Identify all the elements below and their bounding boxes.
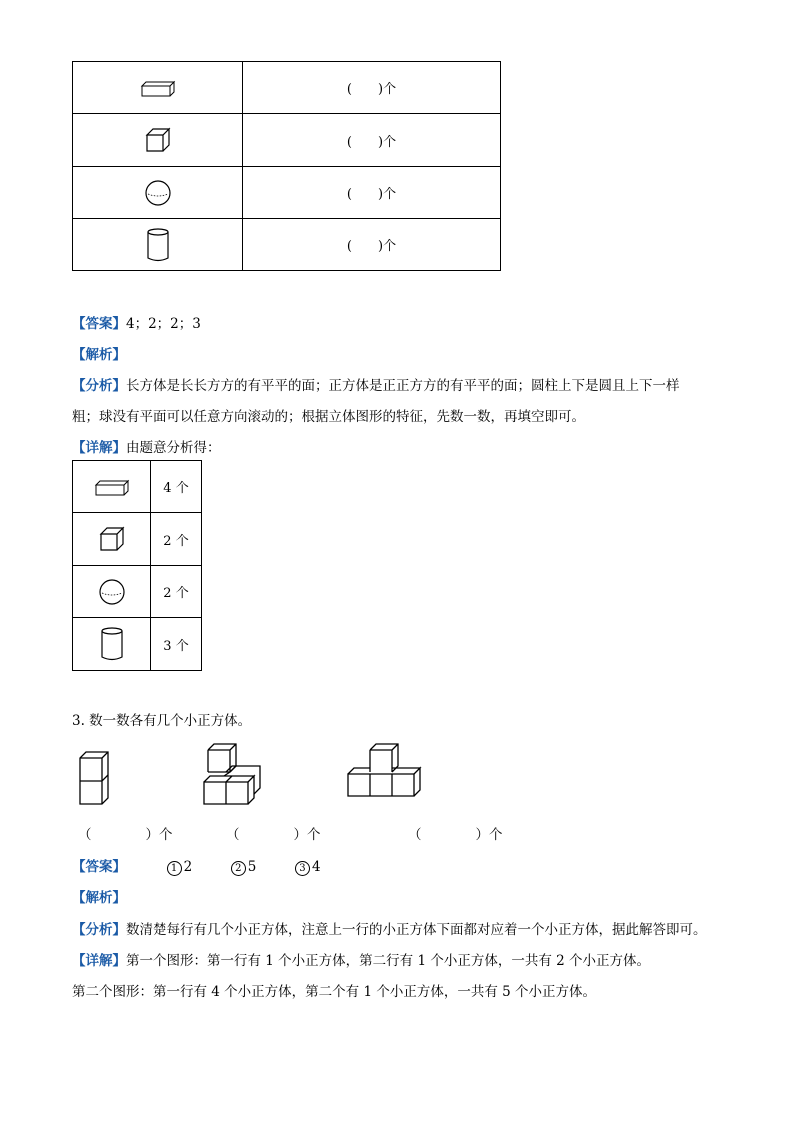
count-value: 2 个 bbox=[163, 533, 189, 549]
count-cell bbox=[151, 461, 202, 513]
shape-cell bbox=[73, 618, 151, 671]
cuboid-icon bbox=[92, 477, 132, 497]
fenxi-text-1: 长方体是长长方方的有平平的面；正方体是正正方方的有平平的面；圆柱上下是圆且上下一样 bbox=[126, 378, 680, 394]
q3-analysis-heading bbox=[72, 886, 126, 906]
question-3-title bbox=[72, 709, 251, 729]
count-cell bbox=[151, 618, 202, 671]
count-value: 4 个 bbox=[163, 481, 189, 496]
shape-cell bbox=[73, 566, 151, 618]
question-table bbox=[72, 61, 501, 271]
q3-fenxi-line bbox=[72, 918, 707, 938]
cylinder-icon bbox=[145, 227, 171, 263]
shape-cell bbox=[73, 62, 243, 114]
answer-table bbox=[72, 460, 202, 671]
answer-line bbox=[72, 312, 201, 332]
fenxi-line bbox=[72, 374, 680, 394]
blank-cell bbox=[243, 114, 501, 167]
q3-fenxi-text: 数清楚每行有几个小正方体，注意上一行的小正方体下面都对应着一个小正方体，据此解答即可。 bbox=[126, 922, 707, 938]
fenxi-label: 【分析】 bbox=[72, 378, 126, 394]
sphere-icon bbox=[143, 178, 173, 208]
figure-1-cubes bbox=[80, 752, 108, 804]
question-3-text: 3. 数一数各有几个小正方体。 bbox=[72, 713, 252, 729]
sphere-icon bbox=[97, 577, 127, 607]
q3-detail-label: 【详解】 bbox=[72, 953, 126, 969]
answer-mark-3: 3 bbox=[295, 861, 310, 876]
blank-1[interactable]: （ ）个 bbox=[78, 827, 173, 843]
answer-value-3: 4 bbox=[311, 859, 321, 875]
cube-icon bbox=[143, 125, 173, 155]
answer-mark-2: 2 bbox=[231, 861, 246, 876]
answer-label: 【答案】 bbox=[72, 316, 126, 332]
count-blank[interactable]: ( )个 bbox=[346, 82, 397, 97]
q3-detail-line bbox=[72, 949, 650, 969]
answer-value-1: 2 bbox=[183, 859, 193, 875]
q3-fenxi-label: 【分析】 bbox=[72, 922, 126, 938]
q3-answer-line bbox=[72, 855, 321, 876]
count-cell bbox=[151, 566, 202, 618]
blank-3[interactable]: （ ）个 bbox=[408, 827, 503, 843]
q3-answer-label: 【答案】 bbox=[72, 859, 126, 875]
fenxi-line-2 bbox=[72, 405, 585, 425]
blank-cell bbox=[243, 219, 501, 271]
shape-cell bbox=[73, 167, 243, 219]
count-cell bbox=[151, 513, 202, 566]
figure-2-cubes bbox=[204, 744, 260, 804]
cube-icon bbox=[97, 524, 127, 554]
cube-figures bbox=[72, 738, 492, 810]
count-value: 3 个 bbox=[163, 638, 189, 654]
shape-cell bbox=[73, 114, 243, 167]
shape-cell bbox=[73, 461, 151, 513]
cuboid-icon bbox=[138, 78, 178, 98]
blank-cell bbox=[243, 167, 501, 219]
count-blank[interactable]: ( )个 bbox=[346, 187, 397, 202]
detail-text: 由题意分析得： bbox=[126, 440, 221, 456]
answer-text: 4；2；2；3 bbox=[126, 316, 201, 332]
fenxi-text-2: 粗；球没有平面可以任意方向滚动的；根据立体图形的特征，先数一数，再填空即可。 bbox=[72, 409, 585, 425]
detail-line bbox=[72, 436, 221, 456]
shape-cell bbox=[73, 219, 243, 271]
shape-cell bbox=[73, 513, 151, 566]
q3-detail-text-2: 第二个图形：第一行有 4 个小正方体，第二个有 1 个小正方体，一共有 5 个小正方体。 bbox=[72, 984, 597, 1000]
answer-mark-1: 1 bbox=[167, 861, 182, 876]
answer-value-2: 5 bbox=[247, 859, 257, 875]
q3-analysis-label: 【解析】 bbox=[72, 890, 126, 906]
figure-3-cubes bbox=[348, 744, 420, 796]
analysis-label: 【解析】 bbox=[72, 347, 126, 363]
analysis-heading bbox=[72, 343, 126, 363]
blank-cell bbox=[243, 62, 501, 114]
blank-2[interactable]: （ ）个 bbox=[226, 827, 321, 843]
cylinder-icon bbox=[99, 626, 125, 662]
q3-detail-text-1: 第一个图形：第一行有 1 个小正方体，第二行有 1 个小正方体，一共有 2 个小正方体。 bbox=[126, 953, 651, 969]
count-blank[interactable]: ( )个 bbox=[346, 134, 397, 150]
detail-label: 【详解】 bbox=[72, 440, 126, 456]
q3-detail-line-2 bbox=[72, 980, 596, 1000]
count-blank[interactable]: ( )个 bbox=[346, 239, 397, 254]
count-value: 2 个 bbox=[163, 586, 189, 601]
